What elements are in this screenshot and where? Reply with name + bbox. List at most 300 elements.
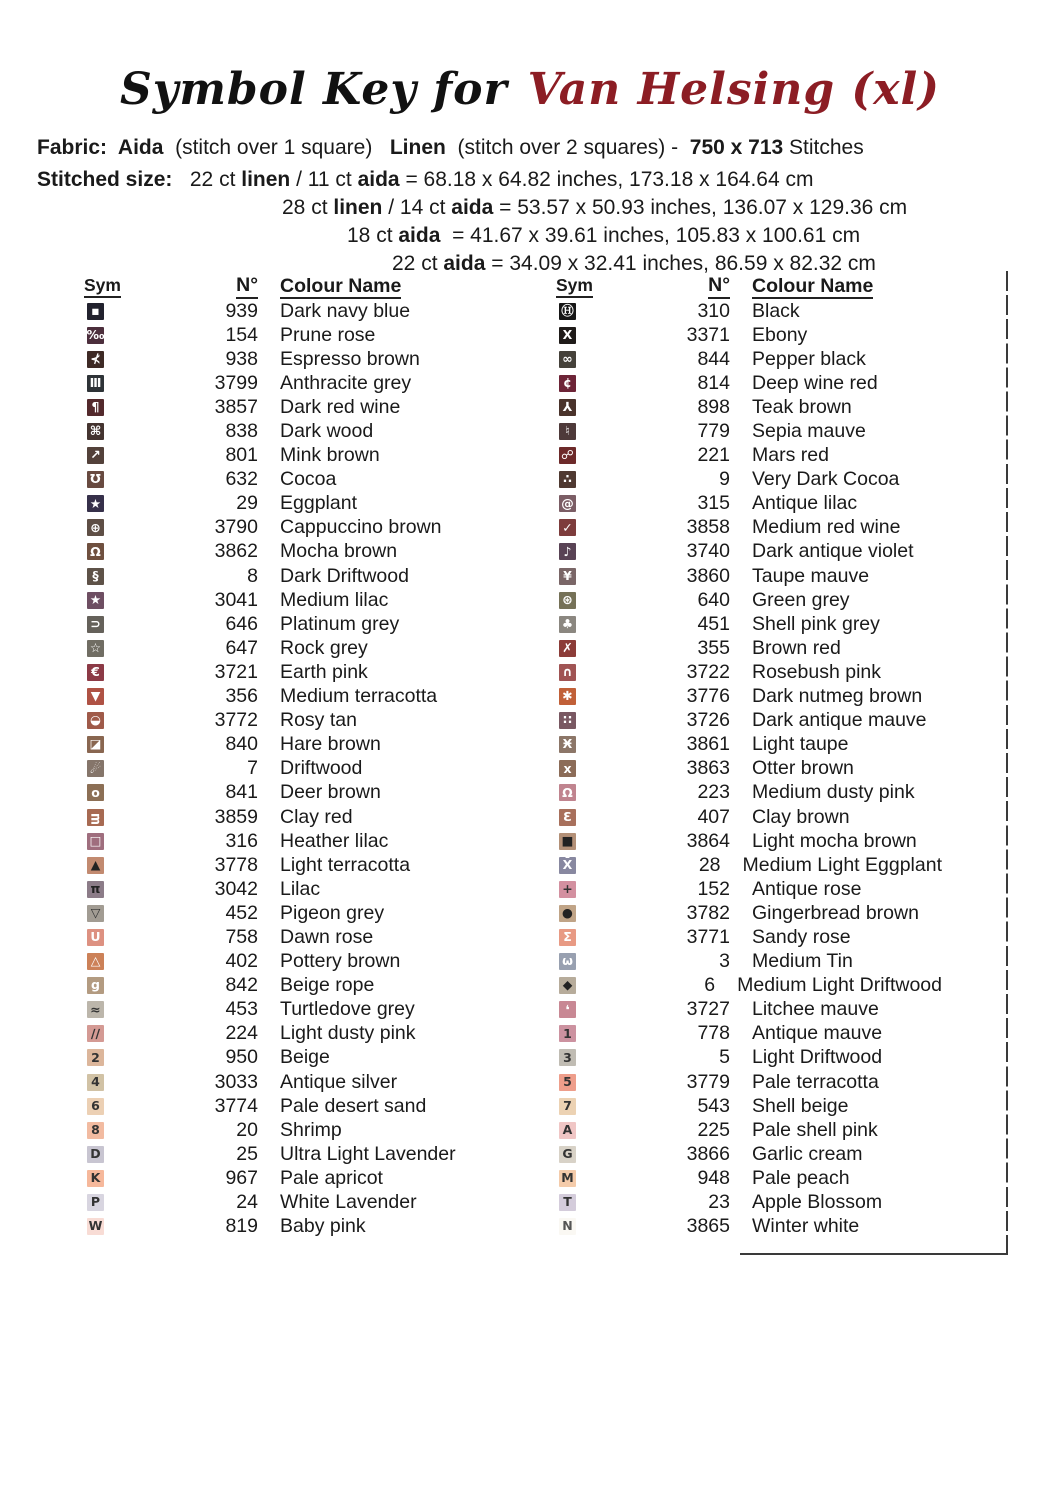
key-row xyxy=(0,323,470,347)
symbol-swatch: ⊀ xyxy=(87,351,104,368)
thread-number: 3771 xyxy=(686,925,730,948)
thread-number: 939 xyxy=(225,299,258,322)
thread-number: 3033 xyxy=(214,1070,258,1093)
colour-name: Rock grey xyxy=(280,636,368,659)
colour-name: Light taupe xyxy=(752,733,849,756)
thread-number: 3857 xyxy=(214,395,258,418)
table-bottom-border xyxy=(740,1253,1008,1255)
symbol-swatch: 6 xyxy=(87,1098,104,1115)
key-row xyxy=(0,564,470,588)
thread-number: 844 xyxy=(697,347,730,370)
symbol-swatch: ◪ xyxy=(87,736,104,753)
symbol-swatch: ☄ xyxy=(87,760,104,777)
thread-number: 223 xyxy=(697,781,730,804)
symbol-swatch: ● xyxy=(559,905,576,922)
colour-name: Lilac xyxy=(280,877,321,900)
symbol-swatch: X xyxy=(559,327,576,344)
title-pattern-name: Van Helsing (xl) xyxy=(527,64,940,115)
colour-name: Antique mauve xyxy=(752,1022,883,1045)
thread-number: 3772 xyxy=(214,709,258,732)
header-sym: Sym xyxy=(556,275,593,298)
header-colour-name: Colour Name xyxy=(280,275,402,297)
colour-name: Medium Light Eggplant xyxy=(742,853,942,876)
key-row xyxy=(0,660,470,684)
colour-name: Pigeon grey xyxy=(280,901,385,924)
symbol-swatch: ▲ xyxy=(87,857,104,874)
symbol-swatch: ♪ xyxy=(559,543,576,560)
colour-name: Medium red wine xyxy=(752,516,901,539)
symbol-swatch: + xyxy=(559,881,576,898)
thread-number: 640 xyxy=(697,588,730,611)
symbol-swatch: W xyxy=(88,1218,103,1234)
colour-name: Beige rope xyxy=(280,974,375,997)
symbol-swatch: N xyxy=(559,1218,576,1235)
thread-number: 3864 xyxy=(686,829,730,852)
colour-name: Hare brown xyxy=(280,733,381,756)
colour-name: Prune rose xyxy=(280,323,376,346)
text-segment: / 11 ct xyxy=(290,168,358,191)
text-segment: 18 ct xyxy=(347,224,399,247)
colour-name: Pale desert sand xyxy=(280,1094,427,1117)
colour-name: Pepper black xyxy=(752,347,866,370)
symbol-swatch: ✓ xyxy=(559,519,576,536)
colour-name: Medium Light Driftwood xyxy=(737,974,942,997)
symbol-swatch: T xyxy=(559,1194,576,1211)
thread-number: 154 xyxy=(225,323,258,346)
thread-number: 316 xyxy=(225,829,258,852)
colour-name: Shrimp xyxy=(280,1118,342,1141)
key-row xyxy=(0,829,470,853)
symbol-swatch: ♮ xyxy=(559,423,576,440)
text-segment: aida xyxy=(357,168,400,191)
symbol-swatch: 8 xyxy=(87,1122,104,1139)
header-colour-name: Colour Name xyxy=(752,275,874,297)
colour-name: Mink brown xyxy=(280,444,380,467)
key-row xyxy=(472,1166,942,1190)
key-row xyxy=(472,323,942,347)
colour-name: Pale peach xyxy=(752,1166,850,1189)
key-row xyxy=(472,419,942,443)
colour-name: Medium dusty pink xyxy=(752,781,915,804)
symbol-swatch: ↗ xyxy=(87,447,104,464)
symbol-swatch: ◆ xyxy=(559,977,576,994)
key-row xyxy=(0,998,470,1022)
key-row xyxy=(0,1070,470,1094)
colour-name: Cocoa xyxy=(280,468,337,491)
symbol-swatch: € xyxy=(87,664,104,681)
colour-name: Pale shell pink xyxy=(752,1118,878,1141)
key-row xyxy=(472,805,942,829)
thread-number: 841 xyxy=(225,781,258,804)
key-row xyxy=(0,1022,470,1046)
key-row xyxy=(472,1215,942,1239)
stitched-size-line xyxy=(37,222,907,250)
thread-number: 23 xyxy=(708,1191,730,1214)
thread-number: 356 xyxy=(225,685,258,708)
key-row xyxy=(0,347,470,371)
symbol-swatch: x xyxy=(559,760,576,777)
thread-number: 8 xyxy=(247,564,258,587)
symbol-swatch: □ xyxy=(87,833,104,850)
key-row xyxy=(0,1190,470,1214)
text-segment: linen xyxy=(241,168,291,191)
symbol-swatch: ¢ xyxy=(559,375,576,392)
colour-name: Antique lilac xyxy=(752,492,858,515)
symbol-swatch: ★ xyxy=(87,592,104,609)
symbol-swatch: ■ xyxy=(559,833,576,850)
symbol-swatch: ★ xyxy=(87,495,104,512)
thread-number: 778 xyxy=(697,1022,730,1045)
key-row xyxy=(472,733,942,757)
key-row xyxy=(472,974,942,998)
colour-name: Dark red wine xyxy=(280,395,401,418)
colour-name: Turtledove grey xyxy=(280,998,415,1021)
key-row xyxy=(472,395,942,419)
header-number: N° xyxy=(708,274,730,299)
thread-number: 28 xyxy=(698,853,721,876)
symbol-swatch: ✗ xyxy=(559,640,576,657)
text-segment: = 53.57 x 50.93 inches, 136.07 x 129.36 cm xyxy=(493,196,908,219)
thread-number: 451 xyxy=(697,612,730,635)
thread-number: 3778 xyxy=(214,853,258,876)
colour-name: Pottery brown xyxy=(280,950,401,973)
thread-number: 3862 xyxy=(214,540,258,563)
key-rows-right xyxy=(472,299,942,1239)
text-segment: = 41.67 x 39.61 inches, 105.83 x 100.61 cm xyxy=(440,224,861,247)
thread-number: 3865 xyxy=(686,1215,730,1238)
thread-number: 758 xyxy=(225,925,258,948)
colour-name: Clay red xyxy=(280,805,353,828)
thread-number: 9 xyxy=(719,468,730,491)
symbol-swatch: ∩ xyxy=(559,664,576,681)
text-segment: Fabric: Aida xyxy=(37,136,164,159)
key-row xyxy=(472,468,942,492)
key-row xyxy=(472,444,942,468)
key-row xyxy=(0,395,470,419)
key-row xyxy=(0,925,470,949)
thread-number: 152 xyxy=(697,877,730,900)
colour-name: Apple Blossom xyxy=(752,1191,883,1214)
key-row xyxy=(0,419,470,443)
colour-name: Gingerbread brown xyxy=(752,901,919,924)
key-row xyxy=(0,299,470,323)
symbol-swatch: ≈ xyxy=(87,1001,104,1018)
thread-number: 3 xyxy=(719,950,730,973)
colour-name: Dark antique violet xyxy=(752,540,914,563)
thread-number: 3858 xyxy=(686,516,730,539)
key-row xyxy=(472,998,942,1022)
key-column-left xyxy=(0,274,470,1239)
symbol-swatch: Σ xyxy=(559,929,576,946)
colour-name: Anthracite grey xyxy=(280,371,412,394)
key-row xyxy=(0,1046,470,1070)
key-row xyxy=(0,1215,470,1239)
key-row xyxy=(0,950,470,974)
thread-number: 3740 xyxy=(686,540,730,563)
key-row xyxy=(0,685,470,709)
key-row xyxy=(472,588,942,612)
colour-name: Baby pink xyxy=(280,1215,366,1238)
symbol-swatch: ▪ xyxy=(87,303,104,320)
colour-name: Antique silver xyxy=(280,1070,398,1093)
key-row xyxy=(472,612,942,636)
symbol-swatch: ☍ xyxy=(559,447,576,464)
symbol-swatch: 4 xyxy=(87,1074,104,1091)
thread-number: 842 xyxy=(225,974,258,997)
thread-number: 3371 xyxy=(686,323,730,346)
thread-number: 29 xyxy=(236,492,258,515)
thread-number: 3779 xyxy=(686,1070,730,1093)
colour-name: Garlic cream xyxy=(752,1142,863,1165)
key-row xyxy=(0,516,470,540)
key-row xyxy=(0,636,470,660)
key-row xyxy=(0,1166,470,1190)
colour-name: Dark antique mauve xyxy=(752,709,927,732)
thread-number: 938 xyxy=(225,347,258,370)
symbol-swatch: K xyxy=(87,1170,104,1187)
key-row xyxy=(0,757,470,781)
text-segment: / 14 ct xyxy=(382,196,452,219)
colour-name: Very Dark Cocoa xyxy=(752,468,900,491)
colour-name: Espresso brown xyxy=(280,347,420,370)
key-row xyxy=(472,1094,942,1118)
colour-name: Light terracotta xyxy=(280,853,411,876)
colour-name: Eggplant xyxy=(280,492,357,515)
thread-number: 838 xyxy=(225,420,258,443)
thread-number: 20 xyxy=(236,1118,258,1141)
symbol-swatch: ☆ xyxy=(87,640,104,657)
thread-number: 3859 xyxy=(214,805,258,828)
symbol-swatch: ✱ xyxy=(559,688,576,705)
colour-name: Beige xyxy=(280,1046,330,1069)
thread-number: 3721 xyxy=(214,660,258,683)
thread-number: 819 xyxy=(225,1215,258,1238)
thread-number: 543 xyxy=(697,1094,730,1117)
symbol-swatch: ▼ xyxy=(87,688,104,705)
key-row xyxy=(472,853,942,877)
key-row xyxy=(0,901,470,925)
thread-number: 3866 xyxy=(686,1142,730,1165)
symbol-swatch: ‰ xyxy=(86,326,105,342)
key-row xyxy=(472,636,942,660)
key-row xyxy=(0,733,470,757)
colour-name: Rosebush pink xyxy=(752,660,881,683)
fabric-line xyxy=(37,136,864,160)
thread-number: 453 xyxy=(225,998,258,1021)
colour-name: Deep wine red xyxy=(752,371,878,394)
text-segment: Stitches xyxy=(783,136,864,159)
colour-name: Heather lilac xyxy=(280,829,389,852)
symbol-swatch: U xyxy=(87,929,104,946)
page-title xyxy=(0,64,1060,115)
key-row xyxy=(472,1142,942,1166)
key-row xyxy=(472,781,942,805)
colour-name: Pale terracotta xyxy=(752,1070,879,1093)
thread-number: 3799 xyxy=(214,371,258,394)
colour-name: Medium Tin xyxy=(752,950,853,973)
symbol-swatch: ∴ xyxy=(559,471,576,488)
key-column-right xyxy=(472,274,942,1239)
thread-number: 3782 xyxy=(686,901,730,924)
symbol-swatch: ⊕ xyxy=(87,519,104,536)
colour-name: Light mocha brown xyxy=(752,829,917,852)
symbol-swatch: Ⓗ xyxy=(559,303,576,320)
text-segment: (stitch over 2 squares) - xyxy=(445,136,690,159)
colour-name: Winter white xyxy=(752,1215,860,1238)
key-row xyxy=(472,757,942,781)
colour-name: Green grey xyxy=(752,588,850,611)
colour-name: Otter brown xyxy=(752,757,854,780)
stitched-size-line xyxy=(37,194,907,222)
colour-name: Taupe mauve xyxy=(752,564,870,587)
key-row xyxy=(0,805,470,829)
colour-name: Sandy rose xyxy=(752,925,851,948)
thread-number: 647 xyxy=(225,636,258,659)
symbol-swatch: ∕∕ xyxy=(87,1025,104,1042)
thread-number: 355 xyxy=(697,636,730,659)
key-row xyxy=(472,1070,942,1094)
symbol-swatch: π xyxy=(87,881,104,898)
thread-number: 3863 xyxy=(686,757,730,780)
thread-number: 898 xyxy=(697,395,730,418)
colour-name: Platinum grey xyxy=(280,612,400,635)
thread-number: 3776 xyxy=(686,685,730,708)
key-row xyxy=(472,1046,942,1070)
colour-name: Dark nutmeg brown xyxy=(752,685,923,708)
colour-name: Brown red xyxy=(752,636,841,659)
key-row xyxy=(472,709,942,733)
key-row xyxy=(472,492,942,516)
colour-name: Shell pink grey xyxy=(752,612,880,635)
key-row xyxy=(0,540,470,564)
key-row xyxy=(0,974,470,998)
text-segment: 28 ct xyxy=(282,196,334,219)
thread-number: 3722 xyxy=(686,660,730,683)
symbol-swatch: ▽ xyxy=(87,905,104,922)
symbol-swatch: 5 xyxy=(559,1074,576,1091)
key-row xyxy=(0,492,470,516)
thread-number: 402 xyxy=(225,950,258,973)
symbol-swatch: ♣ xyxy=(559,616,576,633)
header-sym: Sym xyxy=(84,275,121,298)
colour-name: Litchee mauve xyxy=(752,998,879,1021)
key-row xyxy=(472,829,942,853)
thread-number: 3726 xyxy=(686,709,730,732)
symbol-swatch: X̄ xyxy=(559,857,576,874)
thread-number: 3790 xyxy=(214,516,258,539)
symbol-swatch: g xyxy=(87,977,104,994)
colour-name: Dark Driftwood xyxy=(280,564,409,587)
text-segment: Stitched size: xyxy=(37,168,173,191)
thread-number: 25 xyxy=(236,1142,258,1165)
thread-number: 5 xyxy=(719,1046,730,1069)
key-row xyxy=(0,588,470,612)
thread-number: 646 xyxy=(225,612,258,635)
symbol-swatch: Ɛ xyxy=(559,809,576,826)
key-row xyxy=(472,877,942,901)
text-segment: aida xyxy=(451,196,494,219)
key-row xyxy=(0,709,470,733)
thread-number: 3042 xyxy=(214,877,258,900)
symbol-swatch: D xyxy=(87,1146,104,1163)
colour-name: Mars red xyxy=(752,444,829,467)
thread-number: 24 xyxy=(236,1191,258,1214)
colour-name: Black xyxy=(752,299,800,322)
symbol-swatch: ⌘ xyxy=(87,423,104,440)
header-number: N° xyxy=(236,274,258,299)
symbol-swatch: 1 xyxy=(559,1025,576,1042)
text-segment: linen xyxy=(333,196,383,219)
key-row xyxy=(0,877,470,901)
colour-name: Sepia mauve xyxy=(752,420,866,443)
symbol-swatch: ❛ xyxy=(559,1001,576,1018)
colour-name: Clay brown xyxy=(752,805,850,828)
symbol-swatch: ¶ xyxy=(87,399,104,416)
key-row xyxy=(472,925,942,949)
colour-name: Cappuccino brown xyxy=(280,516,442,539)
thread-number: 3860 xyxy=(686,564,730,587)
colour-name: Dawn rose xyxy=(280,925,374,948)
colour-name: Ebony xyxy=(752,323,808,346)
colour-name: Earth pink xyxy=(280,660,368,683)
colour-name: Rosy tan xyxy=(280,709,357,732)
symbol-swatch: G xyxy=(559,1146,576,1163)
colour-name: Pale apricot xyxy=(280,1166,383,1189)
symbol-swatch: Ʊ xyxy=(87,471,104,488)
thread-number: 814 xyxy=(697,371,730,394)
colour-name: Light dusty pink xyxy=(280,1022,416,1045)
text-segment: aida xyxy=(443,252,486,275)
thread-number: 632 xyxy=(225,468,258,491)
symbol-swatch: Ⅲ xyxy=(87,375,104,392)
symbol-swatch: A xyxy=(559,1122,576,1139)
thread-number: 3727 xyxy=(686,998,730,1021)
thread-number: 310 xyxy=(697,299,730,322)
key-row xyxy=(472,347,942,371)
symbol-swatch: Ω xyxy=(87,543,104,560)
colour-name: Medium terracotta xyxy=(280,685,438,708)
key-row xyxy=(472,1022,942,1046)
key-row xyxy=(472,950,942,974)
text-segment: = 68.18 x 64.82 inches, 173.18 x 164.64 cm xyxy=(399,168,814,191)
key-row xyxy=(472,299,942,323)
thread-number: 407 xyxy=(697,805,730,828)
symbol-swatch: ∞ xyxy=(559,351,576,368)
key-row xyxy=(472,1190,942,1214)
text-segment: (stitch over 1 square) xyxy=(163,136,390,159)
key-row xyxy=(0,371,470,395)
thread-number: 315 xyxy=(697,492,730,515)
symbol-swatch: § xyxy=(87,568,104,585)
colour-name: Antique rose xyxy=(752,877,862,900)
colour-name: Dark navy blue xyxy=(280,299,411,322)
colour-name: Teak brown xyxy=(752,395,852,418)
symbol-swatch: ∷ xyxy=(559,712,576,729)
thread-number: 801 xyxy=(225,444,258,467)
symbol-swatch: 3 xyxy=(559,1049,576,1066)
text-segment: aida xyxy=(398,224,441,247)
text-segment: Linen xyxy=(389,136,446,159)
symbol-swatch: ω xyxy=(559,953,576,970)
thread-number: 779 xyxy=(697,420,730,443)
colour-name: Deer brown xyxy=(280,781,381,804)
symbol-swatch: o xyxy=(87,784,104,801)
key-rows-left xyxy=(0,299,470,1239)
key-row xyxy=(472,371,942,395)
colour-name: Mocha brown xyxy=(280,540,398,563)
symbol-swatch: M xyxy=(559,1170,576,1187)
key-row xyxy=(0,468,470,492)
